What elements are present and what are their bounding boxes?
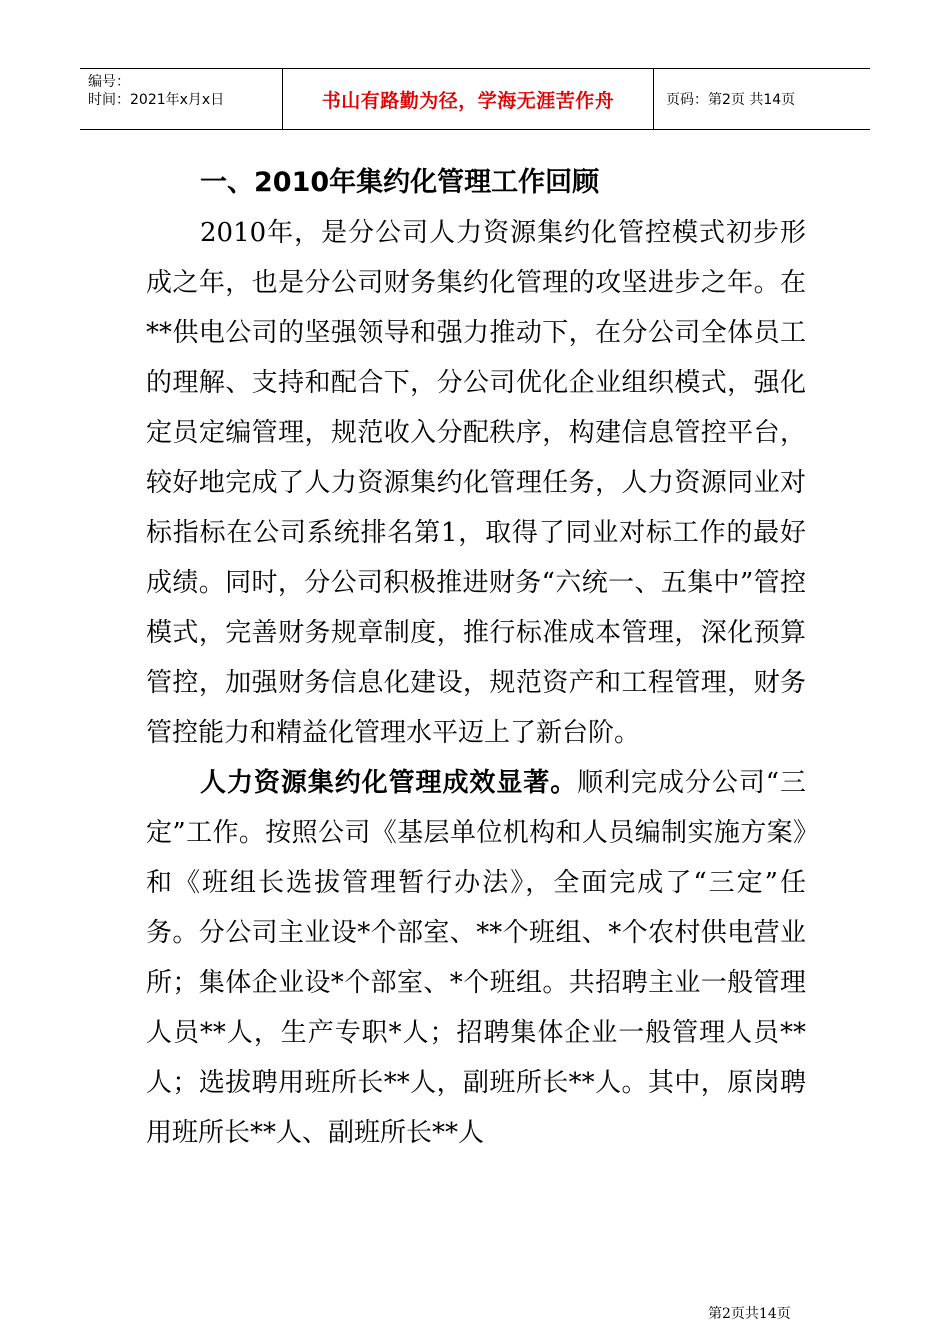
- header-meta-cell: [80, 69, 283, 129]
- document-number-label: 编号：: [88, 74, 130, 90]
- paragraph-2: [146, 758, 806, 1158]
- header-page-code: 页码：第2页 共14页: [666, 92, 796, 108]
- document-date-label: 时间：2021年x月x日: [88, 92, 225, 108]
- paragraph-2-text: 顺利完成分公司“三定”工作。按照公司《基层单位机构和人员编制实施方案》和《班组长选拔管理暂行办法》，全面完成了“三定”任务。分公司主业设*个部室、**个班组、*个农村供电营业所；集体企业设*个部室、*个班组。共招聘主业一般管理人员**人，生产专职*人；招聘集体企业一般管理人员**人；选拔聘用班所长**人，副班所长**人。其中，原岗聘用班所长**人、副班所长**人: [146, 768, 806, 1148]
- paragraph-1: 2010年，是分公司人力资源集约化管控模式初步形成之年，也是分公司财务集约化管理的攻坚进步之年。在**供电公司的坚强领导和强力推动下，在分公司全体员工的理解、支持和配合下，分公司优化企业组织模式，强化定员定编管理，规范收入分配秩序，构建信息管控平台，较好地完成了人力资源集约化管理任务，人力资源同业对标指标在公司系统排名第1，取得了同业对标工作的最好成绩。同时，分公司积极推进财务“六统一、五集中”管控模式，完善财务规章制度，推行标准成本管理，深化预算管控，加强财务信息化建设，规范资产和工程管理，财务管控能力和精益化管理水平迈上了新台阶。: [146, 218, 806, 748]
- section-heading: 一、2010年集约化管理工作回顾: [200, 167, 600, 198]
- paragraph-2-lead: 人力资源集约化管理成效显著。: [200, 768, 578, 798]
- page-footer-number: 第2页共14页: [708, 1306, 791, 1322]
- page-header: [80, 68, 870, 130]
- document-body: [146, 208, 806, 1158]
- header-motto: 书山有路勤为径，学海无涯苦作舟: [283, 69, 654, 129]
